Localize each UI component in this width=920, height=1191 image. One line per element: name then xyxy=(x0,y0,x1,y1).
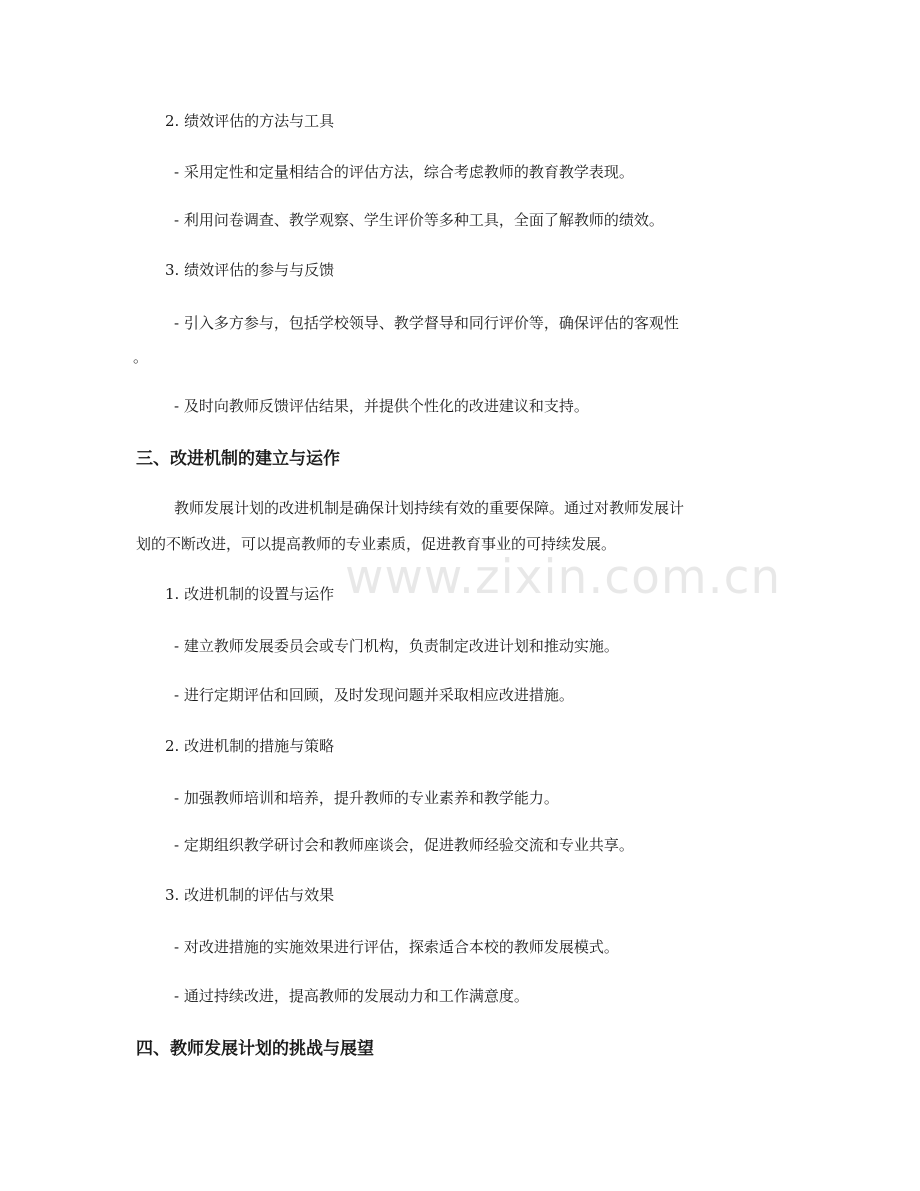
bullet-item: - 采用定性和定量相结合的评估方法，综合考虑教师的教育教学表现。 xyxy=(174,163,634,181)
bullet-item: - 建立教师发展委员会或专门机构，负责制定改进计划和推动实施。 xyxy=(174,637,619,655)
subsection-title: 1. 改进机制的设置与运作 xyxy=(165,585,335,603)
subsection-title: 2. 绩效评估的方法与工具 xyxy=(165,112,335,130)
section-heading: 三、改进机制的建立与运作 xyxy=(136,449,340,469)
bullet-item: - 通过持续改进，提高教师的发展动力和工作满意度。 xyxy=(174,987,529,1005)
subsection-title: 3. 绩效评估的参与与反馈 xyxy=(165,261,335,279)
paragraph-line: 划的不断改进，可以提高教师的专业素质，促进教育事业的可持续发展。 xyxy=(136,535,617,553)
bullet-item: - 及时向教师反馈评估结果，并提供个性化的改进建议和支持。 xyxy=(174,397,589,415)
section-heading: 四、教师发展计划的挑战与展望 xyxy=(136,1039,374,1059)
bullet-item: - 引入多方参与，包括学校领导、教学督导和同行评价等，确保评估的客观性 xyxy=(174,314,679,332)
bullet-item: - 利用问卷调查、教学观察、学生评价等多种工具，全面了解教师的绩效。 xyxy=(174,211,664,229)
subsection-title: 2. 改进机制的措施与策略 xyxy=(165,737,335,755)
subsection-title: 3. 改进机制的评估与效果 xyxy=(165,886,335,904)
watermark: www.zixin.com.cn xyxy=(345,550,782,605)
bullet-item-continuation: 。 xyxy=(133,348,149,366)
bullet-item: - 定期组织教学研讨会和教师座谈会，促进教师经验交流和专业共享。 xyxy=(174,836,634,854)
bullet-item: - 进行定期评估和回顾，及时发现问题并采取相应改进措施。 xyxy=(174,686,574,704)
bullet-item: - 对改进措施的实施效果进行评估，探索适合本校的教师发展模式。 xyxy=(174,938,619,956)
paragraph-line: 教师发展计划的改进机制是确保计划持续有效的重要保障。通过对教师发展计 xyxy=(174,499,685,517)
bullet-item: - 加强教师培训和培养，提升教师的专业素养和教学能力。 xyxy=(174,789,559,807)
